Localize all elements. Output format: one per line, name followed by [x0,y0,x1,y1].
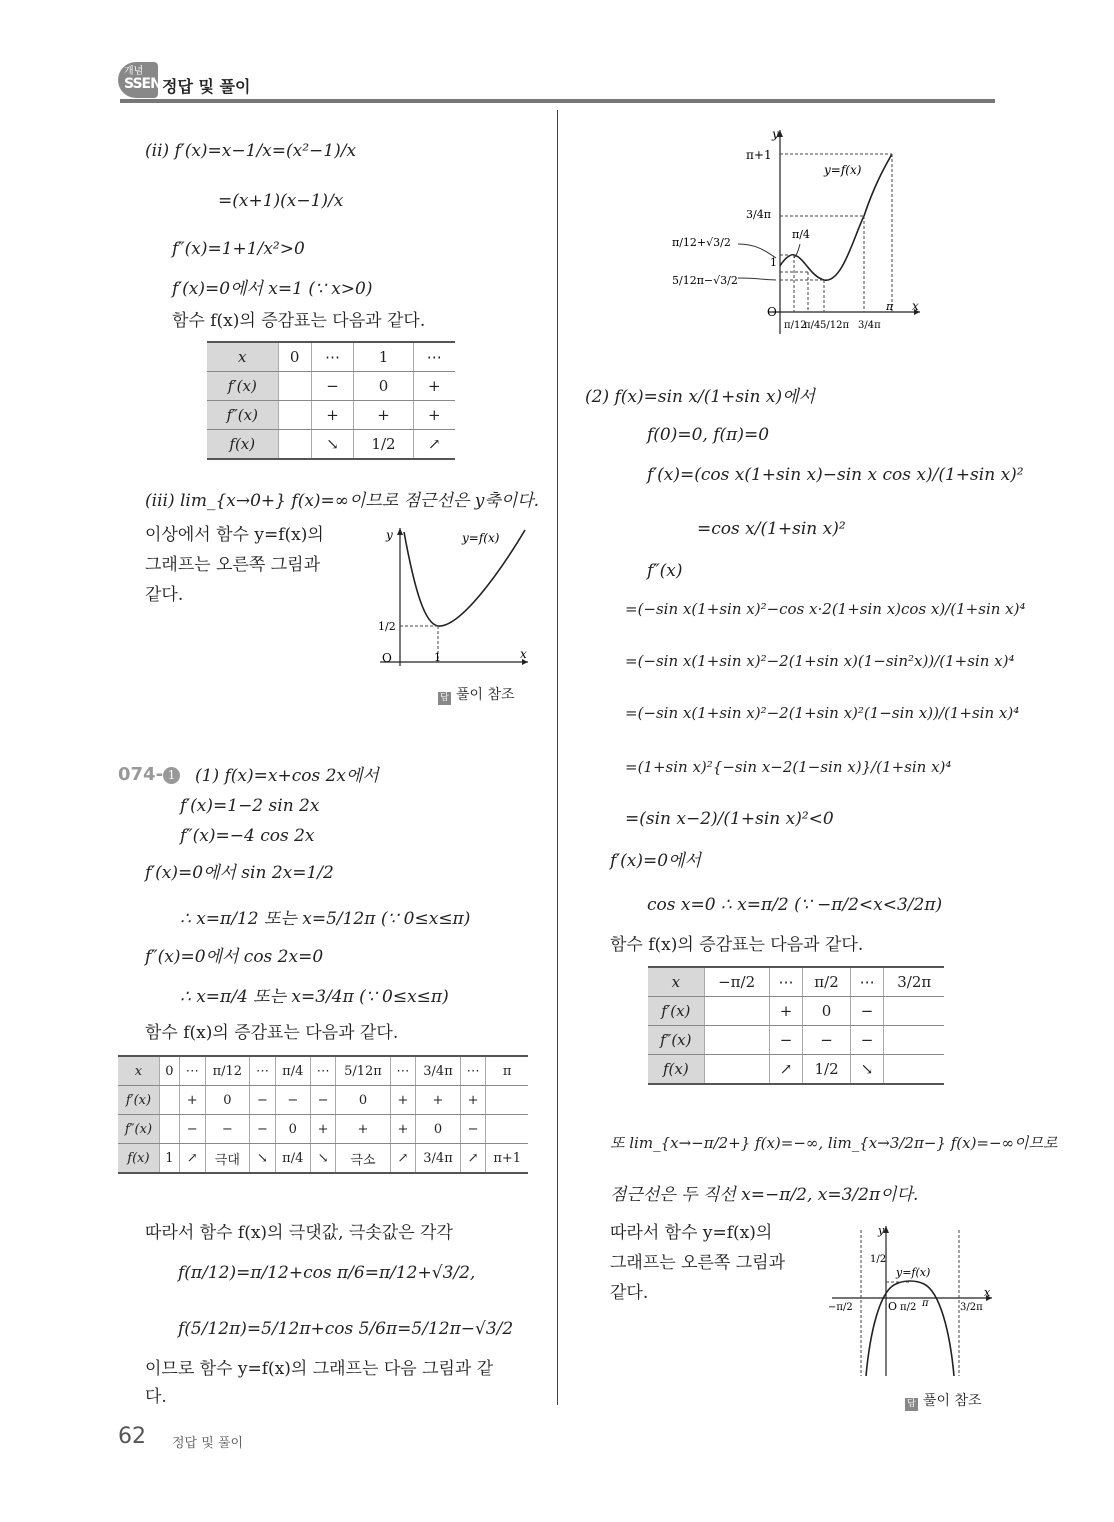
text-line: cos x=0 ∴ x=π/2 (∵ −π/2<x<3/2π) [647,895,943,915]
y-tick-label: 3/4π [746,208,771,221]
table-cell: + [336,1115,390,1144]
table-cell [884,1026,944,1055]
text-line: f′(x)=0에서 sin 2x=1/2 [145,863,334,883]
text-line: ∴ x=π/4 또는 x=3/4π (∵ 0≤x≤π) [180,987,449,1007]
text-line: 이므로 함수 y=f(x)의 그래프는 다음 그림과 같 [145,1359,494,1379]
row-header-cell: f′(x) [207,372,278,401]
text-line: 또 lim_{x→−π/2+} f(x)=−∞, lim_{x→3/2π−} f(x)=−∞이므로 [610,1134,1058,1152]
row-header-cell: f(x) [207,430,278,460]
text-line: =cos x/(1+sin x)² [697,519,846,539]
table-cell: 3/4π [416,1144,461,1174]
text-line: f′(x)=(cos x(1+sin x)−sin x cos x)/(1+sin x)² [647,465,1024,485]
table-cell: ↗ [769,1055,803,1085]
text-line: =(−sin x(1+sin x)²−2(1+sin x)²(1−sin x))/(1+sin x)⁴ [625,704,1020,722]
table-cell: 3/4π [416,1056,461,1086]
table-cell: − [311,372,354,401]
table-row [118,1056,528,1086]
text-line: ∴ x=π/12 또는 x=5/12π (∵ 0≤x≤π) [180,909,471,929]
text-line: f′(x)=1−2 sin 2x [180,796,320,816]
table-cell: 5/12π [336,1056,390,1086]
text-line: =(−sin x(1+sin x)²−cos x·2(1+sin x)cos x)/(1+sin x)⁴ [625,600,1026,618]
table-cell: − [460,1115,486,1144]
text-line: 점근선은 두 직선 x=−π/2, x=3/2π이다. [610,1185,919,1205]
y-axis-label: y [386,528,393,542]
table-cell: π/12 [205,1056,250,1086]
table-cell: π+1 [486,1144,528,1174]
table-cell: 0 [354,372,413,401]
table-cell: 극대 [205,1144,250,1174]
header-rule [120,99,995,103]
table-cell: 0 [416,1115,461,1144]
table-cell: ↘ [250,1144,276,1174]
table-row [648,1055,944,1085]
badge-top-text: 개념 [124,66,144,77]
text-line: f″(x)=0에서 cos 2x=0 [145,947,324,967]
table-cell: ↗ [390,1144,416,1174]
text-line: f′(x)=0에서 x=1 (∵ x>0) [172,279,373,299]
table-cell [704,1026,769,1055]
table-cell: π [486,1056,528,1086]
table-cell: ↘ [850,1055,884,1085]
table-cell: 1/2 [354,430,413,460]
table-cell: − [205,1115,250,1144]
table-cell [278,430,311,460]
text-line: f(5/12π)=5/12π+cos 5/6π=5/12π−√3/2 [178,1319,514,1339]
table-cell: + [310,1115,336,1144]
table-cell: ⋯ [310,1056,336,1086]
table-cell: −π/2 [704,967,769,997]
x-tick-label: 1 [434,651,441,664]
x-axis-label: x [520,647,527,661]
table-cell: π/4 [275,1056,310,1086]
x-tick-label: 3/4π [858,320,881,331]
x-tick-label: π/4 [804,320,821,331]
table-cell [278,372,311,401]
row-header-cell: x [207,342,278,372]
table-cell: π/4 [275,1144,310,1174]
series-badge [118,62,161,98]
table-cell: + [413,401,455,430]
table-cell: + [416,1086,461,1115]
row-header-cell: f″(x) [648,1026,704,1055]
row-header-cell: x [118,1056,159,1086]
y-axis-label: y [878,1224,885,1237]
text-line: =(−sin x(1+sin x)²−2(1+sin x)(1−sin²x))/(1+sin x)⁴ [625,652,1015,670]
origin-label: O [767,305,777,319]
row-header-cell: f(x) [118,1144,159,1174]
text-line: (2) f(x)=sin x/(1+sin x)에서 [585,387,815,407]
badge-bottom-text: SSEN [124,76,161,92]
table-cell: + [390,1086,416,1115]
graph-2 [672,126,930,340]
row-header-cell: f″(x) [207,401,278,430]
text-line: f(π/12)=π/12+cos π/6=π/12+√3/2, [178,1263,476,1283]
table-cell: + [413,372,455,401]
table-cell: − [803,1026,850,1055]
table-cell: + [460,1086,486,1115]
curve-label: y=f(x) [824,163,862,177]
y-tick-label: 1/2 [870,1254,887,1265]
table-cell: 3/2π [884,967,944,997]
table-cell: ↗ [413,430,455,460]
x-axis-label: x [912,299,919,313]
graph-1 [370,522,530,667]
text-line: (ii) f′(x)=x−1/x=(x²−1)/x [145,141,357,161]
x-tick-label: π/2 [900,1302,917,1313]
text-line: =(1+sin x)²{−sin x−2(1−sin x)}/(1+sin x)⁴ [625,758,952,776]
problem-number: 074- 1 [118,764,180,786]
table-cell: ⋯ [311,342,354,372]
footer-text: 정답 및 풀이 [172,1436,244,1451]
text-line: 그래프는 오른쪽 그림과 [145,555,321,575]
table-cell: + [311,401,354,430]
table-cell: ⋯ [850,967,884,997]
row-header-cell: f′(x) [118,1086,159,1115]
table-row [648,967,944,997]
y-tick-label: 1/2 [378,620,396,633]
text-line: 따라서 함수 y=f(x)의 [610,1223,773,1243]
text-line: (iii) lim_{x→0+} f(x)=∞이므로 점근선은 y축이다. [145,491,539,511]
increase-decrease-table-2 [118,1055,528,1174]
increase-decrease-table-1 [207,341,455,460]
table-cell: 0 [275,1115,310,1144]
table-cell: 0 [803,997,850,1026]
table-cell: 0 [336,1086,390,1115]
text-line: 함수 f(x)의 증감표는 다음과 같다. [172,311,426,331]
x-tick-label: 5/12π [820,320,850,331]
row-header-cell: x [648,967,704,997]
text-line: 함수 f(x)의 증감표는 다음과 같다. [145,1023,399,1043]
table-cell: π/2 [803,967,850,997]
x-tick-label: π [922,1298,929,1309]
table-cell: ↘ [311,430,354,460]
text-line: 그래프는 오른쪽 그림과 [610,1253,786,1273]
table-cell: − [250,1086,276,1115]
table-cell: 1 [159,1144,179,1174]
table-cell: ⋯ [769,967,803,997]
table-row [648,1026,944,1055]
table-cell: 0 [159,1056,179,1086]
y-tick-label: π/4 [792,228,810,241]
table-row [207,372,455,401]
table-cell: 1/2 [803,1055,850,1085]
table-cell: + [354,401,413,430]
text-line: f(0)=0, f(π)=0 [647,425,770,445]
increase-decrease-table-3 [648,966,944,1085]
table-cell: − [250,1115,276,1144]
x-tick-label: π/12 [784,320,807,331]
text-line: =(sin x−2)/(1+sin x)²<0 [625,809,834,829]
text-line: f″(x)=1+1/x²>0 [172,239,305,259]
text-line: 같다. [145,585,184,605]
row-header-cell: f″(x) [118,1115,159,1144]
table-cell: − [179,1115,205,1144]
answer-reference-2: 답 풀이 참조 [905,1390,982,1411]
table-cell: ⋯ [250,1056,276,1086]
x-axis-label: x [984,1286,991,1299]
text-line: 이상에서 함수 y=f(x)의 [145,525,324,545]
text-line: 같다. [610,1283,649,1303]
origin-label: O [382,651,392,665]
text-line: =(x+1)(x−1)/x [218,191,344,211]
table-cell: ⋯ [413,342,455,372]
table-cell [704,1055,769,1085]
table-cell: ⋯ [460,1056,486,1086]
table-cell: ↘ [310,1144,336,1174]
curve-label: y=f(x) [462,531,500,545]
table-cell: ↗ [460,1144,486,1174]
table-cell: ⋯ [390,1056,416,1086]
text-line: f″(x) [647,561,683,581]
table-cell: − [769,1026,803,1055]
curve-label: y=f(x) [896,1266,931,1279]
table-cell: ↗ [179,1144,205,1174]
table-cell: − [275,1086,310,1115]
y-tick-label: π+1 [746,148,772,162]
text-line: 함수 f(x)의 증감표는 다음과 같다. [610,935,864,955]
text-line: (1) f(x)=x+cos 2x에서 [195,766,379,786]
row-header-cell: f′(x) [648,997,704,1026]
origin-label: O [888,1300,898,1313]
y-tick-label: 1 [770,256,777,269]
graph-3 [826,1222,996,1380]
table-cell [704,997,769,1026]
table-row [118,1144,528,1174]
table-cell [486,1086,528,1115]
table-cell [486,1115,528,1144]
text-line: 따라서 함수 f(x)의 극댓값, 극솟값은 각각 [145,1223,453,1243]
table-cell: − [310,1086,336,1115]
table-cell: 0 [205,1086,250,1115]
x-tick-label: π [886,300,894,313]
table-row [207,401,455,430]
table-cell: + [769,997,803,1026]
table-cell: − [850,997,884,1026]
table-cell [884,1055,944,1085]
table-cell [159,1086,179,1115]
table-cell: − [850,1026,884,1055]
table-cell: + [179,1086,205,1115]
table-row [207,342,455,372]
table-row [118,1115,528,1144]
table-cell: + [390,1115,416,1144]
table-row [118,1086,528,1115]
row-header-cell: f(x) [648,1055,704,1085]
x-tick-label: 3/2π [960,1302,983,1313]
page-number: 62 [118,1424,146,1449]
y-axis-label: y [772,127,779,141]
table-cell [159,1115,179,1144]
table-row [207,430,455,460]
table-cell [278,401,311,430]
x-tick-label: −π/2 [828,1302,853,1313]
page-title: 정답 및 풀이 [162,77,251,96]
table-cell: 극소 [336,1144,390,1174]
column-divider [557,110,558,1405]
text-line: 다. [145,1387,167,1407]
table-cell: 0 [278,342,311,372]
table-row [648,997,944,1026]
answer-reference-1: 답 풀이 참조 [438,684,515,705]
text-line: f′(x)=0에서 [610,851,701,871]
table-cell: 1 [354,342,413,372]
table-cell: ⋯ [179,1056,205,1086]
y-tick-label: π/12+√3/2 [672,236,731,249]
table-cell [884,997,944,1026]
text-line: f″(x)=−4 cos 2x [180,826,315,846]
y-tick-label: 5/12π−√3/2 [672,274,738,287]
